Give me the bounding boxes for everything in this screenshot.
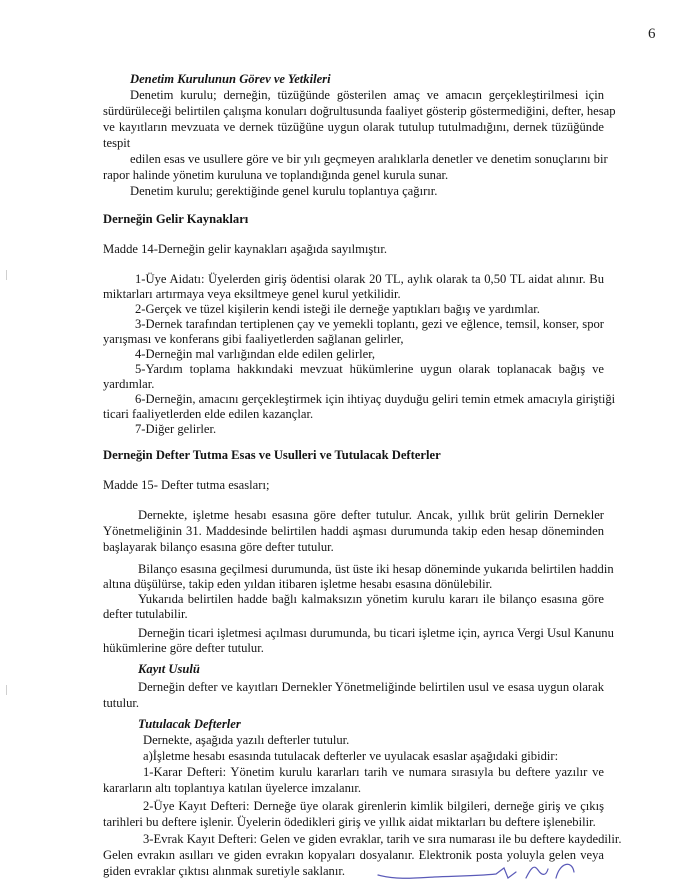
article-heading-madde-15: Madde 15- Defter tutma esasları; [103, 478, 270, 492]
paragraph-line: hükümlerine göre defter tutulur. [103, 641, 264, 655]
paragraph-line: başlayarak bilanço esasına göre defter tutulur. [103, 540, 334, 554]
list-item: 7-Diğer gelirler. [135, 422, 217, 436]
list-item: Gelen evrakın asılları ve giden evrakın kopyaları dosyalanır. Elektronik posta yoluyla gelen veya [103, 848, 604, 862]
list-item: 3-Dernek tarafından tertiplenen çay ve yemekli toplantı, gezi ve eğlence, temsil, konser, spor [135, 317, 604, 331]
list-item: 3-Evrak Kayıt Defteri: Gelen ve giden evraklar, tarih ve sıra numarası ile bu deftere kaydedilir. [143, 832, 622, 846]
paragraph-line: rapor halinde yönetim kuruluna ve toplandığında genel kurula sunar. [103, 168, 449, 182]
list-item: kararların altı toplantıya katılan üyelerce imzalanır. [103, 781, 362, 795]
paragraph-line: Denetim kurulu; derneğin, tüzüğünde gösterilen amaç ve amacın gerçekleştirilmesi için [130, 88, 604, 102]
margin-mark [6, 270, 7, 280]
list-item: 1-Karar Defteri: Yönetim kurulu kararları tarih ve numara sırasıyla bu deftere yazılır ve [143, 765, 604, 779]
list-item: yarışması ve konferans gibi faaliyetlerden sağlanan gelirler, [103, 332, 404, 346]
page-number: 6 [648, 26, 656, 42]
subheading-tutulacak-defterler: Tutulacak Defterler [138, 717, 241, 731]
section-heading-gelir: Derneğin Gelir Kaynakları [103, 212, 249, 226]
paragraph-line: Bilanço esasına geçilmesi durumunda, üst üste iki hesap döneminde yukarıda belirtilen haddin [138, 562, 614, 576]
paragraph-line: tespit [103, 136, 131, 150]
list-item: 4-Derneğin mal varlığından elde edilen gelirler, [135, 347, 376, 361]
paragraph-line: Denetim kurulu; gerektiğinde genel kurulu toplantıya çağırır. [130, 184, 438, 198]
paragraph-line: Derneğin ticari işletmesi açılması durumunda, bu ticari işletme için, ayrıca Vergi Usul Kanunu [138, 626, 614, 640]
paragraph-line: Yukarıda belirtilen hadde bağlı kalmaksızın yönetim kurulu kararı ile bilanço esasına göre [138, 592, 604, 606]
paragraph-line: Yönetmeliğinin 31. Maddesinde belirtilen haddi aşması durumunda takip eden hesap döneminden [103, 524, 604, 538]
paragraph-line: altına düşülürse, takip eden yıldan itibaren işletme hesabı esasına dönülebilir. [103, 577, 493, 591]
paragraph-line: Derneğin defter ve kayıtları Dernekler Yönetmeliğinde belirtilen usul ve esasa uygun olarak [138, 680, 604, 694]
list-item: miktarları artırmaya veya eksiltmeye genel kurul yetkilidir. [103, 287, 401, 301]
paragraph-line: a)İşletme hesabı esasında tutulacak defterler ve uyulacak esaslar aşağıdaki gibidir: [143, 749, 559, 763]
list-item: tarihleri bu deftere işlenir. Üyelerin ödedikleri giriş ve yıllık aidat miktarları bu deftere işlenebilir. [103, 815, 596, 829]
section-heading-defter: Derneğin Defter Tutma Esas ve Usulleri ve Tutulacak Defterler [103, 448, 441, 462]
paragraph-line: Dernekte, işletme hesabı esasına göre defter tutulur. Ancak, yıllık brüt gelirin Dernekler [138, 508, 604, 522]
list-item: giden evraklar çıktısı alınmak suretiyle saklanır. [103, 864, 346, 878]
paragraph-line: edilen esas ve usullere göre ve bir yılı geçmeyen aralıklarla denetler ve denetim sonuçlarını bir [130, 152, 608, 166]
handwritten-signature [376, 860, 596, 880]
paragraph-line: defter tutulabilir. [103, 607, 188, 621]
list-item: yardımlar. [103, 377, 155, 391]
subheading-kayit-usulu: Kayıt Usulü [138, 662, 200, 676]
paragraph-line: Dernekte, aşağıda yazılı defterler tutulur. [143, 733, 350, 747]
paragraph-line: sürdürüleceği belirtilen çalışma konuları doğrultusunda faaliyet gösterip göstermediğini, defter, hesap [103, 104, 616, 118]
section-heading-denetim: Denetim Kurulunun Görev ve Yetkileri [130, 72, 331, 86]
list-item: 1-Üye Aidatı: Üyelerden giriş ödentisi olarak 20 TL, aylık olarak ta 0,50 TL aidat alınır. Bu [135, 272, 604, 286]
list-item: ticari faaliyetlerden elde edilen kazançlar. [103, 407, 314, 421]
list-item: 2-Üye Kayıt Defteri: Derneğe üye olarak girenlerin kimlik bilgileri, derneğe giriş ve çıkış [143, 799, 604, 813]
paragraph-line: ve kayıtların mevzuata ve dernek tüzüğüne uygun olarak tutulup tutulmadığını, dernek tüzüğünde [103, 120, 604, 134]
paragraph-line: tutulur. [103, 696, 140, 710]
article-heading-madde-14: Madde 14-Derneğin gelir kaynakları aşağıda sayılmıştır. [103, 242, 387, 256]
list-item: 2-Gerçek ve tüzel kişilerin kendi isteği ile derneğe yaptıkları bağış ve yardımlar. [135, 302, 540, 316]
list-item: 5-Yardım toplama hakkındaki mevzuat hükümlerine uygun olarak toplanacak bağış ve [135, 362, 604, 376]
list-item: 6-Derneğin, amacını gerçekleştirmek için ihtiyaç duyduğu geliri temin etmek amacıyla giriştiği [135, 392, 616, 406]
margin-mark [6, 685, 7, 695]
